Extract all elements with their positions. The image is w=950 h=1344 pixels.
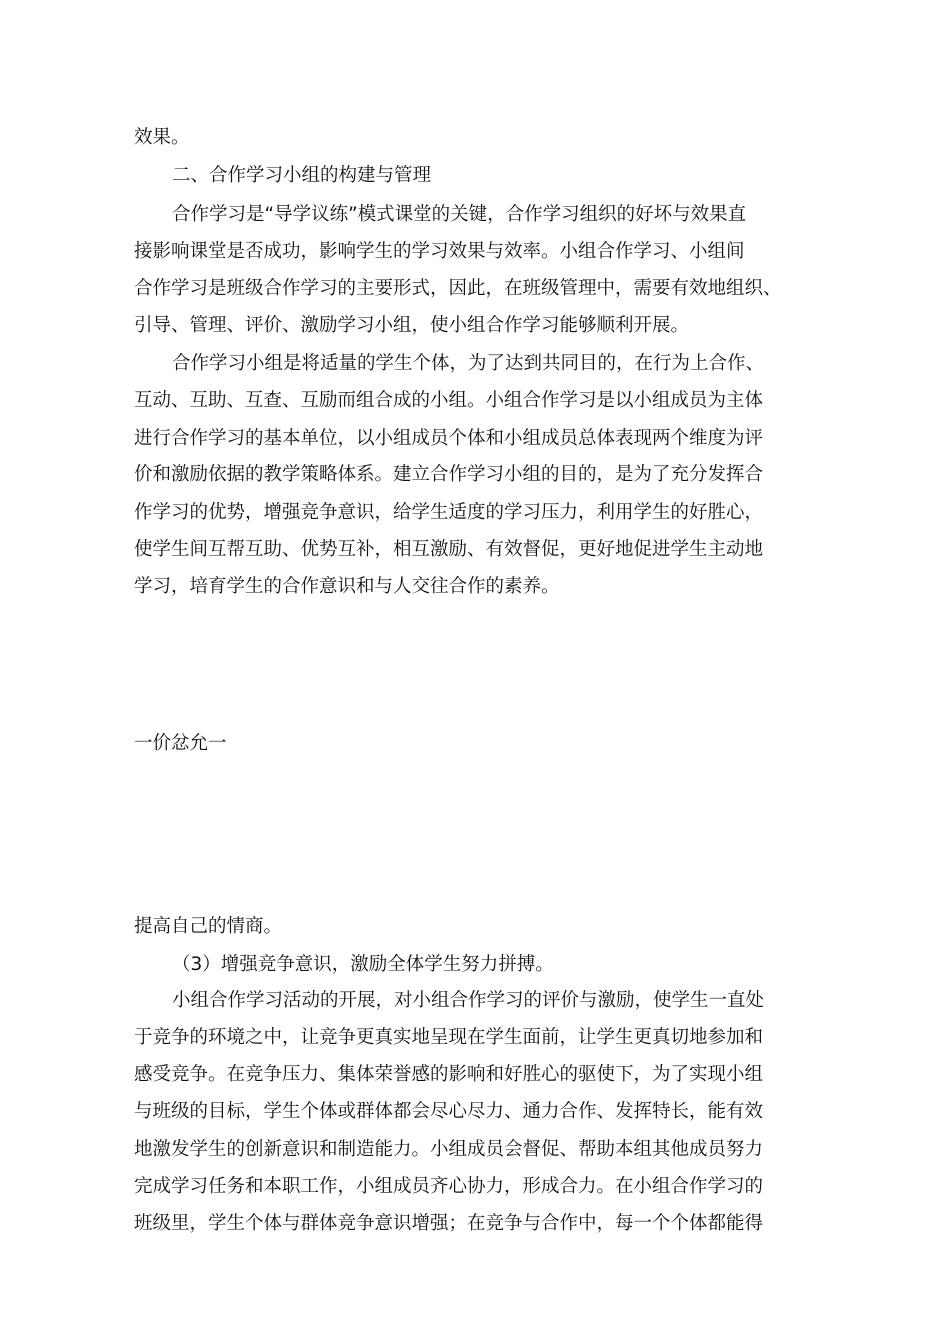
text-line: 进行合作学习的基本单位，以小组成员个体和小组成员总体表现两个维度为评 — [134, 428, 764, 449]
divider-text: 一价忿允一 — [134, 733, 227, 754]
text-line: 效果。 — [134, 127, 190, 148]
text-line: 感受竞争。在竞争压力、集体荣誉感的影响和好胜心的驱使下，为了实现小组 — [134, 1064, 764, 1085]
text-line: 互动、互助、互查、互励而组合成的小组。小组合作学习是以小组成员为主体 — [134, 390, 764, 411]
section-heading: 二、合作学习小组的构建与管理 — [172, 165, 432, 186]
text-line: 引导、管理、评价、激励学习小组，使小组合作学习能够顺利开展。 — [134, 315, 690, 336]
text-line: 小组合作学习活动的开展，对小组合作学习的评价与激励，使学生一直处 — [172, 990, 765, 1011]
text-line: 学习，培育学生的合作意识和与人交往合作的素养。 — [134, 576, 560, 597]
text-line: 班级里，学生个体与群体竞争意识增强；在竞争与合作中，每一个个体都能得 — [134, 1213, 764, 1234]
text-line: 接影响课堂是否成功，影响学生的学习效果与效率。小组合作学习、小组间 — [134, 241, 745, 262]
text-line: 与班级的目标，学生个体或群体都会尽心尽力、通力合作、发挥特长，能有效 — [134, 1101, 764, 1122]
text-line: 价和激励依据的教学策略体系。建立合作学习小组的目的，是为了充分发挥合 — [134, 464, 764, 485]
text-line: 完成学习任务和本职工作，小组成员齐心协力，形成合力。在小组合作学习的 — [134, 1176, 764, 1197]
text-line: 作学习的优势，增强竞争意识，给学生适度的学习压力，利用学生的好胜心， — [134, 502, 764, 523]
text-line: 合作学习是班级合作学习的主要形式，因此，在班级管理中，需要有效地组织、 — [134, 278, 782, 299]
subsection-heading: （3）增强竞争意识，激励全体学生努力拼搏。 — [172, 954, 554, 975]
text-line: 提高自己的情商。 — [134, 916, 283, 937]
text-line: 使学生间互帮互助、优势互补，相互激励、有效督促，更好地促进学生主动地 — [134, 539, 764, 560]
text-line: 地激发学生的创新意识和制造能力。小组成员会督促、帮助本组其他成员努力 — [134, 1139, 764, 1160]
text-line: 于竞争的环境之中，让竞争更真实地呈现在学生面前，让学生更真切地参加和 — [134, 1027, 764, 1048]
text-line: 合作学习小组是将适量的学生个体，为了达到共同目的，在行为上合作、 — [172, 353, 765, 374]
text-line: 合作学习是“导学议练”模式课堂的关键，合作学习组织的好坏与效果直 — [172, 204, 747, 225]
